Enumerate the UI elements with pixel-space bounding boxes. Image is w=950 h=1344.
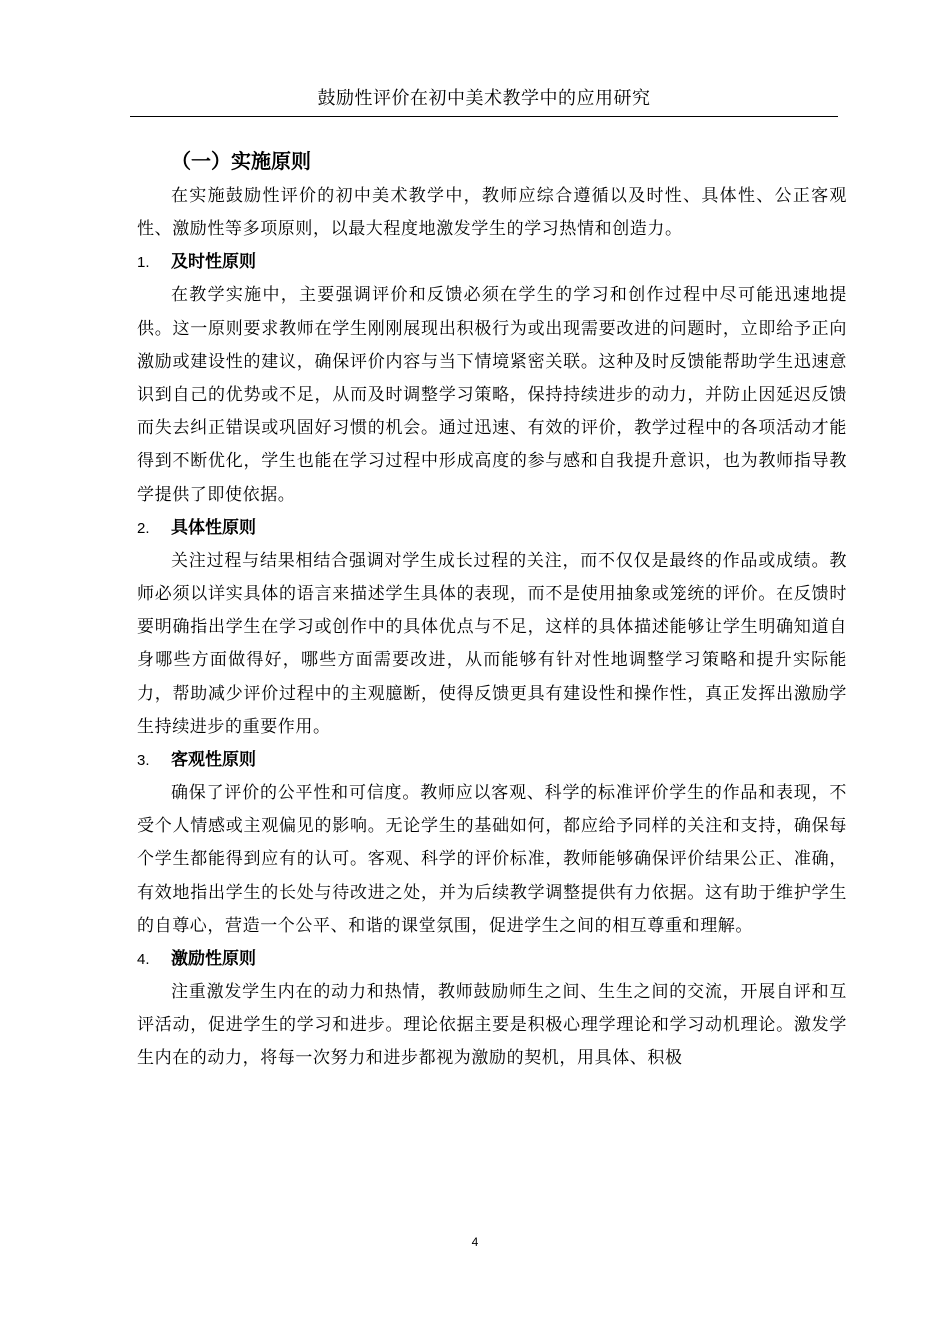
header-rule bbox=[130, 116, 838, 117]
principle-body: 关注过程与结果相结合强调对学生成长过程的关注，而不仅仅是最终的作品或成绩。教师必须以详实具体的语言来描述学生具体的表现，而不是使用抽象或笼统的评价。在反馈时要明确指出学生在学习或创作中的具体优点与不足，这样的具体描述能够让学生明确知道自身哪些方面做得好，哪些方面需要改进，从而能够有针对性地调整学习策略和提升实际能力，帮助减少评价过程中的主观臆断，使得反馈更具有建设性和操作性，真正发挥出激励学生持续进步的重要作用。 bbox=[137, 550, 847, 737]
principle-title: 激励性原则 bbox=[171, 949, 256, 970]
principle-heading bbox=[137, 512, 847, 545]
principle-body: 注重激发学生内在的动力和热情，教师鼓励师生之间、生生之间的交流，开展自评和互评活动，促进学生的学习和进步。理论依据主要是积极心理学理论和学习动机理论。激发学生内在的动力，将每一次努力和进步都视为激励的契机，用具体、积极 bbox=[137, 982, 847, 1069]
principle-body: 确保了评价的公平性和可信度。教师应以客观、科学的标准评价学生的作品和表现，不受个人情感或主观偏见的影响。无论学生的基础如何，都应给予同样的关注和支持，确保每个学生都能得到应有的认可。客观、科学的评价标准，教师能够确保评价结果公正、准确，有效地指出学生的长处与待改进之处，并为后续教学调整提供有力依据。这有助于维护学生的自尊心，营造一个公平、和谐的课堂氛围，促进学生之间的相互尊重和理解。 bbox=[137, 783, 847, 936]
page-number: 4 bbox=[471, 1235, 479, 1249]
principle-2 bbox=[137, 512, 847, 744]
principle-number: 1. bbox=[137, 254, 150, 272]
principle-heading bbox=[137, 744, 847, 777]
principle-1 bbox=[137, 246, 847, 511]
principle-4 bbox=[137, 943, 847, 1076]
section-title: （一）实施原则 bbox=[171, 149, 311, 173]
principle-heading bbox=[137, 246, 847, 279]
principle-3 bbox=[137, 744, 847, 943]
principle-number: 4. bbox=[137, 951, 150, 969]
principle-title: 客观性原则 bbox=[171, 750, 256, 771]
principle-heading bbox=[137, 943, 847, 976]
principle-number: 3. bbox=[137, 752, 150, 770]
running-header: 鼓励性评价在初中美术教学中的应用研究 bbox=[317, 88, 651, 109]
page-content bbox=[137, 142, 847, 1076]
section-intro: 在实施鼓励性评价的初中美术教学中，教师应综合遵循以及时性、具体性、公正客观性、激励性等多项原则，以最大程度地激发学生的学习热情和创造力。 bbox=[137, 186, 847, 240]
principle-title: 具体性原则 bbox=[171, 517, 256, 538]
principle-title: 及时性原则 bbox=[171, 252, 256, 273]
principle-number: 2. bbox=[137, 519, 150, 537]
principle-body: 在教学实施中，主要强调评价和反馈必须在学生的学习和创作过程中尽可能迅速地提供。这一原则要求教师在学生刚刚展现出积极行为或出现需要改进的问题时，立即给予正向激励或建设性的建议，确保评价内容与当下情境紧密关联。这种及时反馈能帮助学生迅速意识到自己的优势或不足，从而及时调整学习策略，保持持续进步的动力，并防止因延迟反馈而失去纠正错误或巩固好习惯的机会。通过迅速、有效的评价，教学过程中的各项活动才能得到不断优化，学生也能在学习过程中形成高度的参与感和自我提升意识，也为教师指导教学提供了即使依据。 bbox=[137, 285, 847, 505]
